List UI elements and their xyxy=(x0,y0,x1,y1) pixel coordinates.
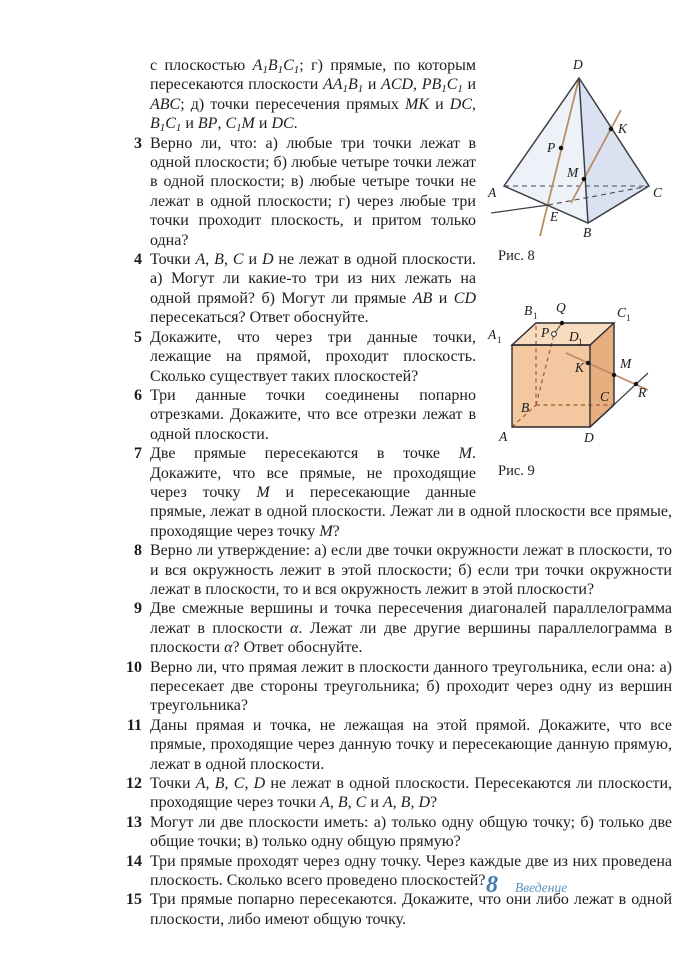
problem-5 xyxy=(134,328,672,386)
problem-text: Две смежные вершины и точка пересечения диагоналей параллелограмма лежат в плоскости α. Лежат ли две другие вершины параллелограмма в плоскости α? Ответ обоснуйте. xyxy=(150,600,672,657)
problem-7 xyxy=(134,444,672,541)
vertex-label-c: C xyxy=(653,185,663,200)
page-footer xyxy=(486,872,567,899)
problem-number: 5 xyxy=(134,328,142,346)
problem-11 xyxy=(126,716,672,774)
vertex-label-c: C xyxy=(600,389,610,405)
point-label-p: P xyxy=(547,140,556,155)
vertex-label-b1-sub: 1 xyxy=(533,311,538,322)
problem-number: 12 xyxy=(126,775,142,793)
point-label-k: K xyxy=(618,121,628,136)
problem-number: 14 xyxy=(126,852,142,870)
problem-6 xyxy=(134,386,672,444)
problem-text: Даны прямая и точка, не лежащая на этой прямой. Докажите, что все прямые, проходящие через данную точку и пересекающие данную прямую, лежат в одной плоскости. xyxy=(150,716,672,773)
problem-10 xyxy=(126,658,672,716)
vertex-label-a1-sub: 1 xyxy=(497,335,502,346)
problem-text: Верно ли, что прямая лежит в плоскости данного треугольника, если она: а) пересекает две стороны треугольника; б) проходит через одну из вершин треугольника? xyxy=(150,658,672,715)
problem-9 xyxy=(134,599,672,657)
problem-3 xyxy=(134,134,672,250)
vertex-label-a: A xyxy=(488,185,497,200)
section-title: Введение xyxy=(515,880,568,895)
problem-13 xyxy=(126,813,672,852)
problem-number: 3 xyxy=(134,134,142,152)
vertex-label-c1: C xyxy=(617,305,627,321)
problem-text: Верно ли утверждение: а) если две точки окружности лежат в плоскости, то и вся окружность лежит в этой плоскости; б) если три точки окружности лежат в плоскости, то и вся окружность лежит в этой плоскости? xyxy=(150,542,672,598)
problem-text: Верно ли, что: а) любые три точки лежат в одной плоскости; б) любые четыре точки лежат в одной плоскости; в) любые четыре точки не лежат в одной плоскости; г) через любые три точки проходит плоскость, и притом только одна? xyxy=(150,134,476,249)
vertex-label-a: A xyxy=(499,429,508,445)
problem-12 xyxy=(126,774,673,813)
intro-paragraph: с плоскостью $A_1B_1C_1$; г) прямые, по которым пересекаются плоскости $AA_1B_1$ и ACD, $PB_1C_1$ и ABC; д) точки пересечения прямых MK и DC, $B_1C_1$ и BP, $C_1M$ и DC. xyxy=(150,57,477,135)
page-number: 8 xyxy=(486,872,498,898)
vertex-label-c1-sub: 1 xyxy=(626,313,631,324)
problem-14 xyxy=(126,852,672,891)
vertex-label-d1: D xyxy=(569,329,579,345)
problem-number: 9 xyxy=(134,600,142,618)
problem-number: 13 xyxy=(126,813,142,831)
point-label-m: M xyxy=(620,356,632,372)
vertex-label-b: B xyxy=(521,400,530,416)
point-label-e: E xyxy=(550,209,559,224)
problem-text: Три прямые попарно пересекаются. Докажите, что они либо лежат в одной плоскости, либо имеют общую точку. xyxy=(150,891,672,928)
page-content xyxy=(126,56,673,929)
point-label-m: M xyxy=(567,165,579,180)
problem-text: Могут ли две плоскости иметь: а) только одну общую точку; б) только две общие точки; в) только одну общую прямую? xyxy=(150,813,672,851)
problem-4 xyxy=(134,250,672,328)
problem-text: Три данные точки соединены попарно отрезками. Докажите, что все отрезки лежат в одной плоскости. xyxy=(150,386,476,443)
problem-15 xyxy=(126,890,672,929)
problem-number: 15 xyxy=(126,891,142,909)
problem-text: Докажите, что через три данные точки, лежащие на прямой, проходит плоскость. Сколько существует таких плоскостей? xyxy=(150,328,476,385)
problem-text: Три прямые проходят через одну точку. Через каждые две из них проведена плоскость. Сколько всего проведено плоскостей? xyxy=(150,852,672,890)
figure-9-caption: Рис. 9 xyxy=(498,462,535,479)
problem-number: 8 xyxy=(134,542,142,560)
problem-text: Две прямые пересекаются в точке M. Докажите, что все прямые, не проходящие через точку M и пересекающие данные прямые, лежат в одной плоскости. Лежат ли в одной плоскости все прямые, проходящие через точку M? xyxy=(150,445,672,540)
problem-number: 6 xyxy=(134,386,142,404)
point-label-k: K xyxy=(575,360,585,376)
problem-number: 4 xyxy=(134,251,142,269)
point-label-q: Q xyxy=(556,300,566,316)
point-label-p: P xyxy=(541,325,550,341)
problem-number: 10 xyxy=(126,658,142,676)
problem-number: 11 xyxy=(126,716,142,734)
vertex-label-d1-sub: 1 xyxy=(578,337,583,348)
vertex-label-a1: A xyxy=(488,327,497,343)
point-label-r: R xyxy=(638,385,647,401)
problem-text: Точки A, B, C и D не лежат в одной плоскости. а) Могут ли какие-то три из них лежать на одной прямой? б) Могут ли прямые AB и CD пересекаться? Ответ обоснуйте. xyxy=(150,251,477,327)
vertex-label-b1: B xyxy=(524,303,533,319)
point-k xyxy=(609,127,614,132)
figure-8-caption: Рис. 8 xyxy=(498,248,535,265)
vertex-label-d: D xyxy=(573,57,583,72)
problem-8 xyxy=(134,541,672,599)
problem-number: 7 xyxy=(134,445,142,463)
vertex-label-d: D xyxy=(584,430,594,446)
problem-text: Точки A, B, C, D не лежат в одной плоскости. Пересекаются ли плоскости, проходящие через точки A, B, C и A, B, D? xyxy=(150,775,673,812)
vertex-label-b: B xyxy=(583,225,592,239)
